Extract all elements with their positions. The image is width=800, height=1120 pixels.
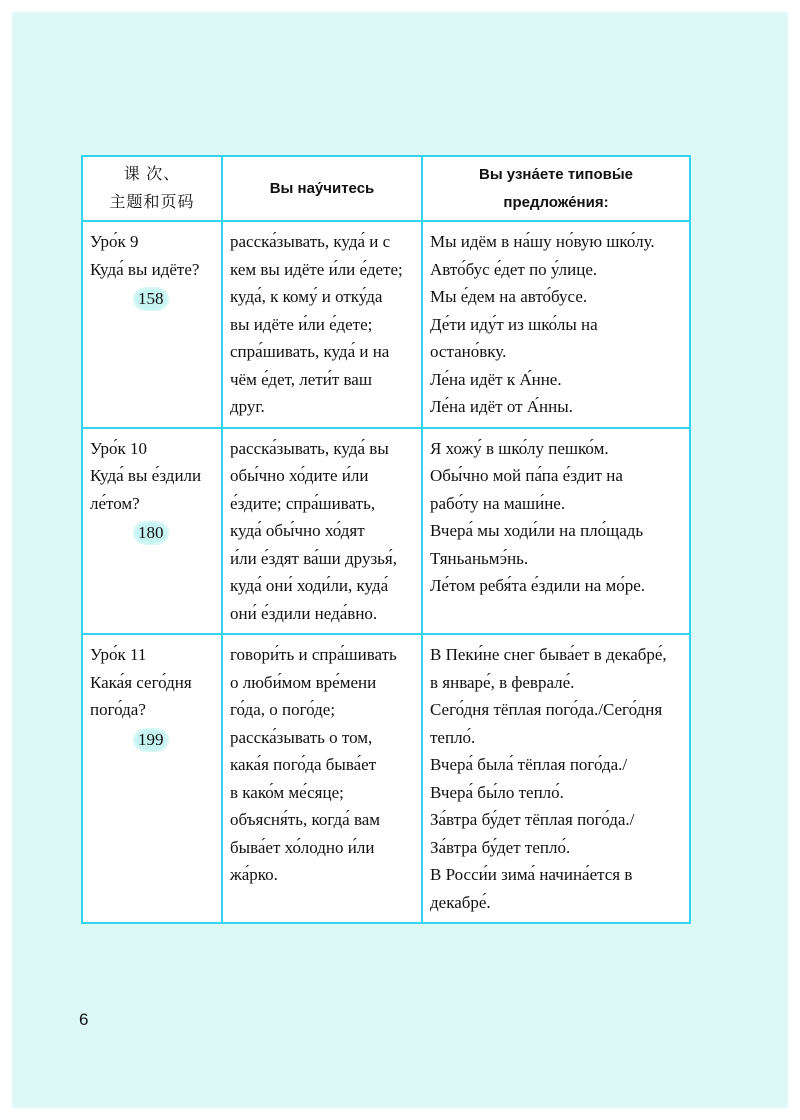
learn-line: друг.	[230, 397, 265, 416]
lesson-cell	[82, 221, 222, 428]
sentence-line: остано́вку.	[430, 342, 507, 361]
learn-line: говори́ть и спра́шивать	[230, 645, 397, 664]
contents-table	[81, 155, 691, 924]
learn-line: о люби́мом вре́мени	[230, 672, 377, 692]
learn-line: кем вы идёте и́ли е́дете;	[230, 259, 403, 279]
sentence-line: Вчера́ бы́ло тепло́.	[430, 782, 564, 802]
learn-line: в како́м ме́сяце;	[230, 782, 344, 802]
sentence-line: рабо́ту на маши́не.	[430, 493, 566, 513]
sentence-line: Ле́на идёт от А́нны.	[430, 397, 573, 416]
sentence-line: Де́ти иду́т из шко́лы на	[430, 314, 598, 334]
sentence-line: Я хожу́ в шко́лу пешко́м.	[430, 438, 609, 458]
sentence-line: Ле́том ребя́та е́здили на мо́ре.	[430, 576, 646, 595]
learn-line: расска́зывать, куда́ и с	[230, 232, 391, 251]
header-col3-line: предложе́ния:	[503, 193, 609, 211]
learn-line: быва́ет хо́лодно и́ли	[230, 837, 375, 857]
sentence-line: Авто́бус е́дет по у́лице.	[430, 259, 598, 279]
sentence-line: В Росси́и зима́ начина́ется в	[430, 865, 633, 884]
learn-line: они́ е́здили неда́вно.	[230, 603, 378, 623]
learn-line: жа́рко.	[230, 865, 278, 884]
sentence-line: Вчера́ мы ходи́ли на пло́щадь	[430, 521, 644, 540]
lesson-cell	[82, 634, 222, 923]
lesson-topic: Куда́ вы е́здили	[90, 466, 202, 485]
table-row	[82, 634, 690, 923]
lesson-topic: пого́да?	[90, 700, 146, 719]
learn-line: куда́ обы́чно хо́дят	[230, 521, 365, 540]
learn-cell	[222, 221, 422, 428]
sentence-line: За́втра бу́дет тепло́.	[430, 837, 571, 857]
sentence-line: Вчера́ была́ тёплая пого́да./	[430, 755, 628, 774]
sentence-line: В Пеки́не снег быва́ет в декабре́,	[430, 645, 667, 664]
learn-line: вы идёте и́ли е́дете;	[230, 314, 373, 334]
learn-line: го́да, о пого́де;	[230, 700, 336, 719]
lesson-number: Уро́к 9	[90, 232, 139, 251]
table-row	[82, 428, 690, 635]
learn-line: расска́зывать о том,	[230, 727, 373, 747]
table-row	[82, 221, 690, 428]
learn-line: спра́шивать, куда́ и на	[230, 342, 390, 361]
learn-line: и́ли е́здят ва́ши друзья́,	[230, 548, 397, 568]
sentence-line: Сего́дня тёплая пого́да./Сего́дня	[430, 700, 663, 719]
learn-line: объясня́ть, когда́ вам	[230, 810, 381, 829]
lesson-topic: Кака́я сего́дня	[90, 672, 192, 692]
header-typical-sentences	[422, 156, 690, 221]
sentence-line: декабре́.	[430, 892, 491, 912]
sentence-line: тепло́.	[430, 727, 476, 747]
page-number-badge: 180	[133, 521, 169, 545]
sentences-cell	[422, 221, 690, 428]
sentences-cell	[422, 428, 690, 635]
learn-line: чём е́дет, лети́т ваш	[230, 369, 372, 389]
learn-line: куда́ они́ ходи́ли, куда́	[230, 576, 389, 595]
sentence-line: Мы е́дем на авто́бусе.	[430, 287, 588, 306]
learn-cell	[222, 428, 422, 635]
lesson-topic: ле́том?	[90, 493, 140, 513]
sentence-line: Тяньаньмэ́нь.	[430, 548, 529, 568]
header-col3-line: Вы узна́ете типовы́е	[479, 166, 633, 183]
page-number-badge: 158	[133, 287, 169, 311]
learn-cell	[222, 634, 422, 923]
sentences-cell	[422, 634, 690, 923]
header-you-will-learn: Вы нау́читесь	[222, 156, 422, 221]
header-lesson-topic-page	[82, 156, 222, 221]
header-col1-line: 课 次、	[123, 166, 181, 183]
sentence-line: в январе́, в феврале́.	[430, 672, 575, 692]
lesson-cell	[82, 428, 222, 635]
page-number-badge: 199	[133, 728, 169, 752]
learn-line: расска́зывать, куда́ вы	[230, 438, 389, 458]
lesson-topic: Куда́ вы идёте?	[90, 259, 200, 279]
sentence-line: Обы́чно мой па́па е́здит на	[430, 466, 623, 485]
sentence-line: Ле́на идёт к А́нне.	[430, 369, 562, 389]
table-header-row	[82, 156, 690, 221]
learn-line: обы́чно хо́дите и́ли	[230, 466, 369, 485]
header-col1-line: 主题和页码	[109, 193, 195, 211]
learn-line: кака́я пого́да быва́ет	[230, 755, 377, 774]
learn-line: е́здите; спра́шивать,	[230, 493, 376, 513]
sentence-line: Мы идём в на́шу но́вую шко́лу.	[430, 232, 655, 251]
sentence-line: За́втра бу́дет тёплая пого́да./	[430, 810, 635, 829]
lesson-number: Уро́к 10	[90, 438, 148, 458]
learn-line: куда́, к кому́ и отку́да	[230, 287, 383, 306]
lesson-number: Уро́к 11	[90, 645, 147, 664]
page-number: 6	[79, 1010, 89, 1029]
page-background	[12, 12, 788, 1108]
